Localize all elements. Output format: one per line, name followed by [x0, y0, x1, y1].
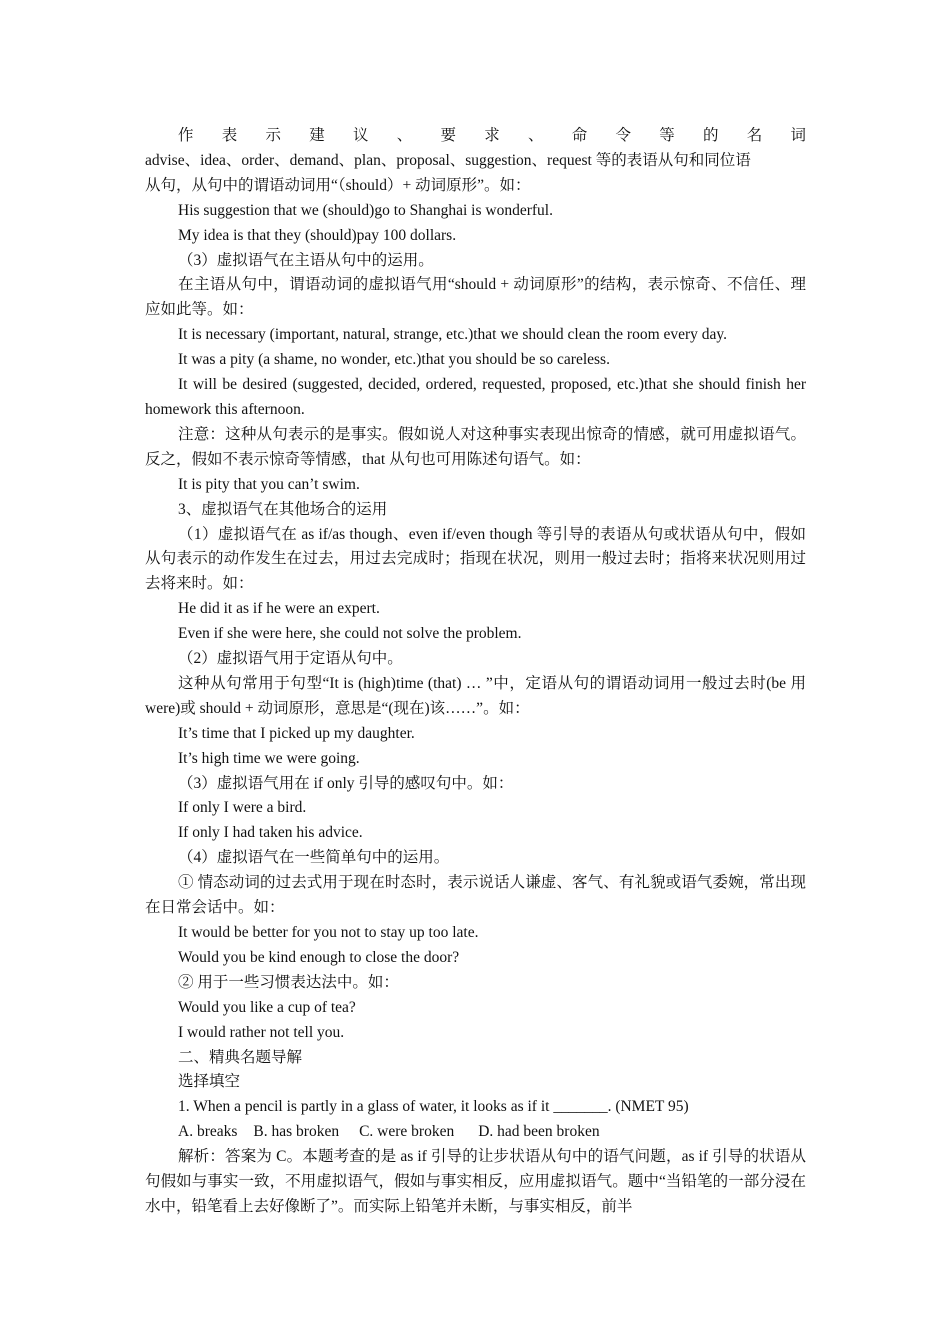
example-sentence: It is necessary (important, natural, strange, etc.)that we should clean the room every day. — [178, 326, 728, 344]
paragraph: 这种从句常用于句型“It is (high)time (that) … ”中，定语从句的谓语动词用一般过去时(be 用 were)或 should + 动词原形，意思是“(现在)该……”。如： — [145, 674, 806, 717]
example-sentence: It was a pity (a shame, no wonder, etc.)that you should be so careless. — [178, 351, 610, 369]
section-heading: （3）虚拟语气用在 if only 引导的感叹句中。如： — [178, 774, 514, 792]
paragraph-1-line-1: 作 表 示 建 议 、 要 求 、 命 令 等 的 名 词 — [178, 127, 806, 144]
section-heading: （4）虚拟语气在一些简单句中的运用。 — [178, 849, 450, 867]
subsection-heading: 选择填空 — [178, 1073, 241, 1091]
answer-analysis: 解析：答案为 C。本题考查的是 as if 引导的让步状语从句中的语气问题，as if 引导的状语从句假如与事实一致，不用虚拟语气，假如与事实相反，应用虚拟语气。题中“当铅笔的一部分浸在水中，铅笔看上去好像断了”。而实际上铅笔并未断，与事实相反，前半 — [145, 1148, 806, 1215]
example-sentence: I would rather not tell you. — [178, 1023, 345, 1041]
question-stem: 1. When a pencil is partly in a glass of water, it looks as if it _______. (NMET 95) — [178, 1098, 689, 1116]
example-sentence: It is pity that you can’t swim. — [178, 475, 360, 493]
answer-options — [145, 1120, 806, 1145]
paragraph-1-line-3: 从句，从句中的谓语动词用“（should）+ 动词原形”。如： — [145, 176, 531, 194]
example-sentence: My idea is that they (should)pay 100 dollars. — [178, 226, 457, 244]
example-sentence: Would you be kind enough to close the door? — [178, 948, 460, 966]
section-heading: 二、精典名题导解 — [178, 1048, 303, 1066]
document-page — [145, 124, 806, 1220]
example-sentence: Would you like a cup of tea? — [178, 998, 356, 1016]
example-sentence: It’s time that I picked up my daughter. — [178, 724, 415, 742]
section-heading: （3）虚拟语气在主语从句中的运用。 — [178, 251, 434, 269]
example-sentence: It would be better for you not to stay up too late. — [178, 924, 479, 941]
section-heading: 3、虚拟语气在其他场合的运用 — [178, 500, 388, 518]
section-heading: （2）虚拟语气用于定语从句中。 — [178, 650, 403, 668]
option-b: B. has broken — [253, 1123, 340, 1141]
paragraph: ② 用于一些习惯表达法中。如： — [178, 973, 399, 991]
example-sentence: He did it as if he were an expert. — [178, 600, 380, 618]
paragraph-1-line-2: advise、idea、order、demand、plan、proposal、suggestion、request 等的表语从句和同位语 — [145, 151, 751, 169]
note-paragraph: 注意：这种从句表示的是事实。假如说人对这种事实表现出惊奇的情感，就可用虚拟语气。反之，假如不表示惊奇等情感，that 从句也可用陈述句语气。如： — [145, 425, 806, 468]
option-a: A. breaks — [178, 1123, 238, 1141]
example-sentence: If only I had taken his advice. — [178, 824, 363, 842]
paragraph: （1）虚拟语气在 as if/as though、even if/even though 等引导的表语从句或状语从句中，假如从句表示的动作发生在过去，用过去完成时；指现在状况，则用一般过去时；指将来状况则用过去将来时。如： — [145, 525, 806, 593]
paragraph: ① 情态动词的过去式用于现在时态时，表示说话人谦虚、客气、有礼貌或语气委婉，常出现在日常会话中。如： — [145, 874, 806, 917]
option-c: C. were broken — [359, 1123, 455, 1141]
example-sentence: It will be desired (suggested, decided, ordered, requested, proposed, etc.)that she should finish her homework this afternoon. — [145, 376, 806, 418]
example-sentence: His suggestion that we (should)go to Shanghai is wonderful. — [178, 201, 553, 219]
example-sentence: It’s high time we were going. — [178, 749, 360, 767]
example-sentence: If only I were a bird. — [178, 799, 307, 817]
paragraph: 在主语从句中，谓语动词的虚拟语气用“should + 动词原形”的结构，表示惊奇、不信任、理应如此等。如： — [145, 276, 806, 319]
example-sentence: Even if she were here, she could not solve the problem. — [178, 625, 522, 643]
option-d: D. had been broken — [478, 1123, 600, 1141]
